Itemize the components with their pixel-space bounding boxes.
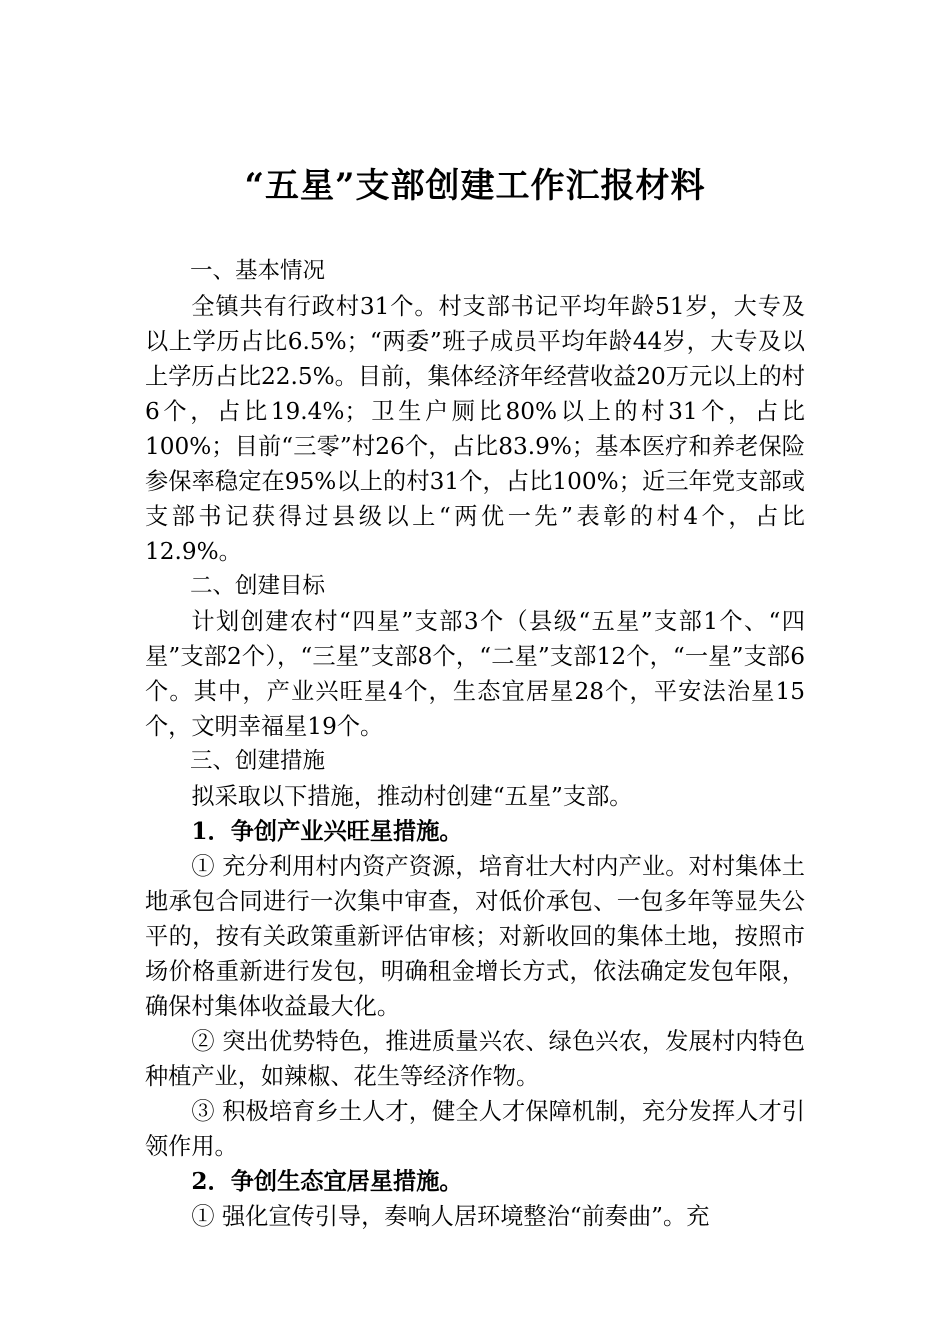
paragraph-measures-intro: 拟采取以下措施，推动村创建“五星”支部。 (191, 783, 633, 810)
measure-title-ecology: 2．争创生态宜居星措施。 (191, 1168, 463, 1195)
measure-item: ③ 积极培育乡土人才，健全人才保障机制，充分发挥人才引领作用。 (145, 1098, 805, 1160)
section-heading-measures: 三、创建措施 (190, 748, 326, 774)
document-title: “五星”支部创建工作汇报材料 (244, 166, 706, 206)
measure-item: ① 强化宣传引导，奏响人居环境整治“前奏曲”。充 (191, 1203, 710, 1230)
measure-item: ① 充分利用村内资产资源，培育壮大村内产业。对村集体土地承包合同进行一次集中审查，对低价承包、一包多年等显失公平的，按有关政策重新评估审核；对新收回的集体土地，按照市场价格重新进行发包，明确租金增长方式，依法确定发包年限，确保村集体收益最大化。 (145, 853, 805, 1020)
section-heading-basic-situation: 一、基本情况 (190, 258, 326, 284)
measure-item: ② 突出优势特色，推进质量兴农、绿色兴农，发展村内特色种植产业，如辣椒、花生等经济作物。 (145, 1028, 805, 1090)
document-body (145, 254, 805, 1234)
paragraph-goals: 计划创建农村“四星”支部3个（县级“五星”支部1个、“四星”支部2个），“三星”支部8个，“二星”支部12个，“一星”支部6个。其中，产业兴旺星4个，生态宜居星28个，平安法治星15个，文明幸福星19个。 (145, 608, 805, 740)
paragraph-basic-situation: 全镇共有行政村31个。村支部书记平均年龄51岁，大专及以上学历占比6.5%；“两委”班子成员平均年龄44岁，大专及以上学历占比22.5%。目前，集体经济年经营收益20万元以上的村6个，占比19.4%；卫生户厕比80%以上的村31个，占比100%；目前“三零”村26个，占比83.9%；基本医疗和养老保险参保率稳定在95%以上的村31个，占比100%；近三年党支部或支部书记获得过县级以上“两优一先”表彰的村4个，占比12.9%。 (145, 293, 805, 565)
section-heading-goals: 二、创建目标 (190, 573, 326, 599)
measure-title-industry: 1．争创产业兴旺星措施。 (191, 818, 463, 845)
